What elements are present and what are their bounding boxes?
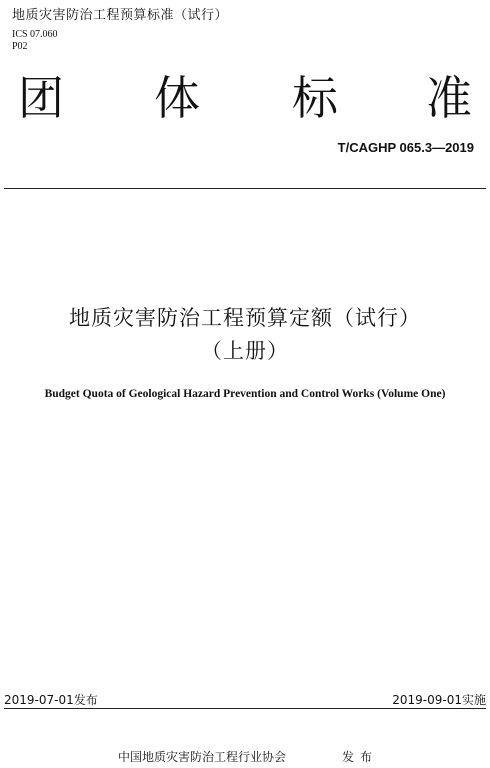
series-title: 地质灾害防治工程预算标准（试行）	[12, 8, 229, 23]
top-divider	[4, 188, 486, 189]
bottom-divider	[4, 708, 486, 709]
classification-code: P02	[12, 41, 28, 52]
standard-number: T/CAGHP 065.3—2019	[337, 140, 474, 155]
heading-char: 标	[292, 71, 338, 125]
volume-label: （上册）	[201, 339, 289, 363]
ics-code: ICS 07.060	[12, 29, 58, 40]
implementation-date: 2019-09-01实施	[392, 693, 486, 707]
heading-char: 准	[426, 71, 472, 125]
group-standard-heading	[0, 70, 490, 130]
document-title: 地质灾害防治工程预算定额（试行）	[69, 306, 421, 330]
heading-char: 团	[18, 71, 64, 125]
publisher: 中国地质灾害防治工程行业协会	[118, 750, 287, 764]
heading-char: 体	[154, 71, 200, 125]
issue-label: 发布	[342, 750, 379, 764]
release-date: 2019-07-01发布	[4, 693, 98, 707]
english-title: Budget Quota of Geological Hazard Prevention and Control Works (Volume One)	[44, 388, 446, 400]
